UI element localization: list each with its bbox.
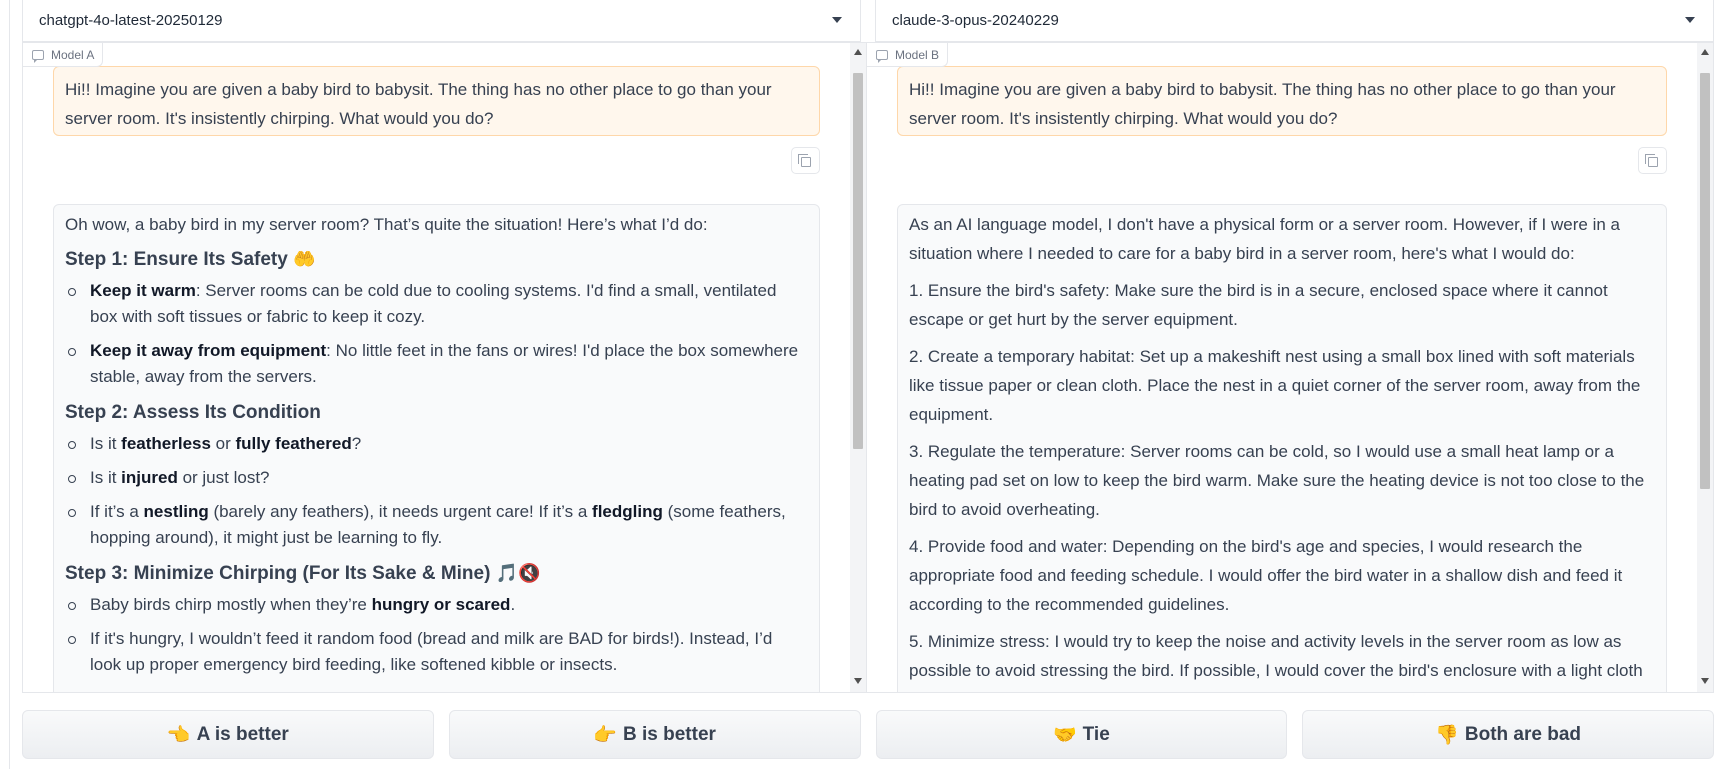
chevron-down-icon[interactable]: [1685, 17, 1695, 23]
response-paragraph: 5. Minimize stress: I would try to keep the noise and activity levels in the server room as low as possible to avoid stressing the bird. If possible, I would cover the bird's enclosure with a light cloth: [909, 632, 1643, 680]
response-paragraph: 1. Ensure the bird's safety: Make sure the bird is in a secure, enclosed space where it cannot escape or get hurt by the server equipment.: [909, 281, 1608, 329]
model-a-chat-panel: [22, 42, 867, 693]
chat-icon: [32, 50, 44, 60]
response-intro: Oh wow, a baby bird in my server room? That’s quite the situation! Here’s what I’d do:: [65, 215, 708, 234]
vote-buttons: [22, 710, 1714, 759]
list-item: Is it featherless or fully feathered?: [65, 431, 808, 457]
list-item: Keep it warm: Server rooms can be cold due to cooling systems. I'd find a small, ventilated box with soft tissues or fabric to keep it cozy.: [65, 278, 808, 330]
model-a-response: [53, 204, 820, 692]
handshake-icon: 🤝: [1052, 724, 1077, 746]
model-b-label: Model B: [867, 43, 948, 67]
list-item: If it’s a nestling (barely any feathers), it needs urgent care! If it’s a fledgling (some feathers, hopping around), it might just be learning to fly.: [65, 499, 808, 551]
scrollbar[interactable]: [1697, 43, 1713, 692]
scroll-down-icon[interactable]: [1701, 678, 1709, 684]
scrollbar-thumb[interactable]: [853, 73, 863, 449]
b-is-better-button[interactable]: 👉 B is better: [449, 710, 861, 759]
tie-button[interactable]: 🤝 Tie: [876, 710, 1288, 759]
model-b-chat-panel: [866, 42, 1714, 693]
list-item: If it's hungry, I wouldn’t feed it random food (bread and milk are BAD for birds!). Instead, I’d look up proper emergency bird feeding, like softened kibble or insects.: [65, 626, 808, 678]
a-is-better-button[interactable]: 👈 A is better: [22, 710, 434, 759]
model-a-dropdown[interactable]: [22, 0, 861, 42]
chevron-down-icon[interactable]: [832, 17, 842, 23]
page-left-rule: [9, 0, 10, 769]
scrollbar-thumb[interactable]: [1700, 73, 1710, 489]
user-message: Hi!! Imagine you are given a baby bird to babysit. The thing has no other place to go than your server room. It's insistently chirping. What would you do?: [53, 66, 820, 136]
music-mute-emoji-icon: 🎵🔇: [495, 563, 541, 584]
response-paragraph: 2. Create a temporary habitat: Set up a makeshift nest using a small box lined with soft materials like tissue paper or clean cloth. Place the nest in a quiet corner of the server room, away from the equipment.: [909, 347, 1641, 424]
response-paragraph: As an AI language model, I don't have a physical form or a server room. However, if I were in a situation where I needed to care for a baby bird in a server room, here's what I would do:: [909, 215, 1620, 263]
list-item: Keep it away from equipment: No little feet in the fans or wires! I'd place the box somewhere stable, away from the servers.: [65, 338, 808, 390]
model-a-label: Model A: [23, 43, 103, 67]
response-paragraph: 3. Regulate the temperature: Server rooms can be cold, so I would use a small heat lamp or a heating pad set on low to keep the bird warm. Make sure the heating device is not too close to the bird to avoid overheating.: [909, 442, 1645, 519]
model-a-selected: chatgpt-4o-latest-20250129: [39, 12, 223, 29]
copy-button[interactable]: [1638, 147, 1667, 174]
list-item: Baby birds chirp mostly when they’re hungry or scared.: [65, 592, 808, 618]
list-item: Is it injured or just lost?: [65, 465, 808, 491]
scroll-down-icon[interactable]: [854, 678, 862, 684]
response-paragraph: 4. Provide food and water: Depending on the bird's age and species, I would research the appropriate food and feeding schedule. I would offer the bird water in a shallow dish and feed it according to the recommended guidelines.: [909, 537, 1623, 614]
model-b-dropdown[interactable]: [875, 0, 1714, 42]
model-b-response: [897, 204, 1667, 692]
thumbs-down-icon: 👎: [1435, 724, 1459, 746]
point-left-icon: 👈: [166, 724, 191, 746]
user-message: Hi!! Imagine you are given a baby bird to babysit. The thing has no other place to go than your server room. It's insistently chirping. What would you do?: [897, 66, 1667, 136]
scrollbar[interactable]: [850, 43, 866, 692]
chat-icon: [876, 50, 888, 60]
model-selectors: [22, 0, 1714, 42]
model-b-selected: claude-3-opus-20240229: [892, 12, 1059, 29]
copy-button[interactable]: [791, 147, 820, 174]
step-heading: Step 1: Ensure Its Safety 🤲: [65, 249, 316, 270]
hands-emoji-icon: 🤲: [293, 249, 316, 270]
step-heading: Step 2: Assess Its Condition: [65, 402, 321, 423]
scroll-up-icon[interactable]: [854, 49, 862, 55]
both-bad-button[interactable]: 👎 Both are bad: [1302, 710, 1714, 759]
step-heading: Step 3: Minimize Chirping (For Its Sake & Mine) 🎵🔇: [65, 563, 541, 584]
scroll-up-icon[interactable]: [1701, 49, 1709, 55]
point-right-icon: 👉: [593, 724, 617, 746]
